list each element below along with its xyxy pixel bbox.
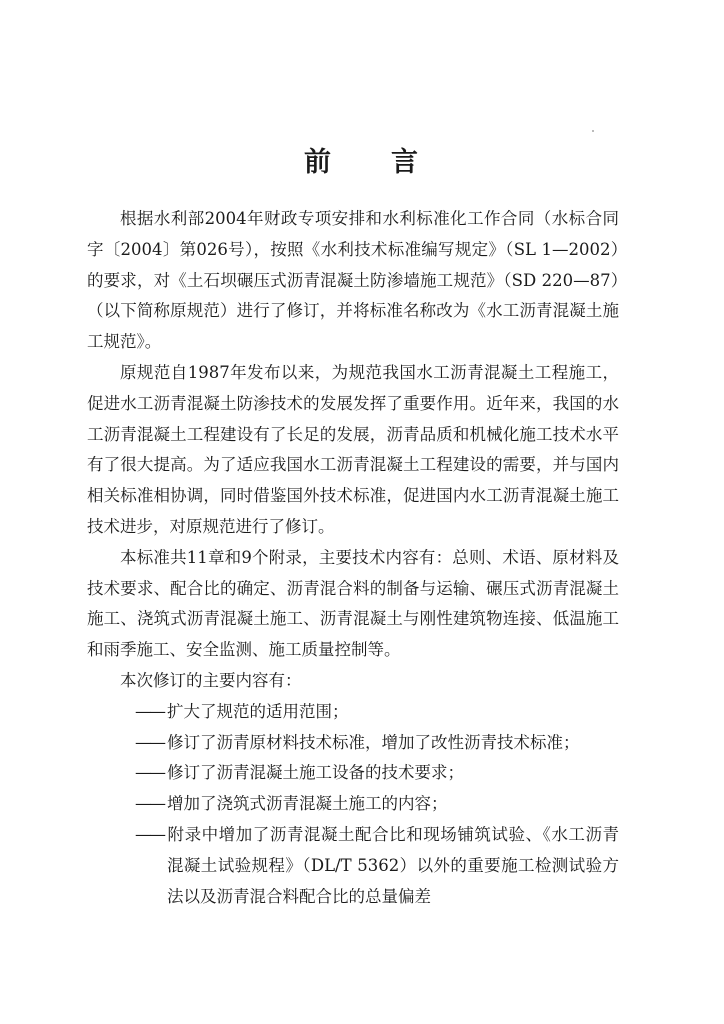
list-item-text: 修订了沥青混凝土施工设备的技术要求； <box>167 763 464 783</box>
paragraph-1: 根据水利部2004年财政专项安排和水利标准化工作合同（水标合同字〔2004〕第026号），按照《水利技术标准编写规定》（SL 1—2002）的要求，对《土石坝碾压式沥青混凝土防渗墙施工规范》（SD 220—87）（以下简称原规范）进行了修订，并将标准名称改为《水工沥青混凝土施工规范》。 <box>87 209 619 352</box>
list-dash: —— <box>135 824 164 844</box>
changes-intro: 本次修订的主要内容有： <box>120 670 302 690</box>
list-item <box>87 697 619 728</box>
list-item-text: 扩大了规范的适用范围； <box>167 701 349 721</box>
paragraph-3: 本标准共11章和9个附录，主要技术内容有：总则、术语、原材料及技术要求、配合比的确定、沥青混合料的制备与运输、碾压式沥青混凝土施工、浇筑式沥青混凝土施工、沥青混凝土与刚性建筑物连接、低温施工和雨季施工、安全监测、施工质量控制等。 <box>87 547 619 660</box>
list-dash: —— <box>135 763 164 783</box>
list-dash: —— <box>135 794 164 814</box>
title-char-1: 前 <box>304 147 333 178</box>
list-item-text: 增加了浇筑式沥青混凝土施工的内容； <box>167 794 448 814</box>
list-item <box>87 758 619 789</box>
list-item <box>87 728 619 759</box>
changes-list <box>87 697 619 913</box>
list-dash: —— <box>135 701 164 721</box>
foreword-body <box>87 204 619 912</box>
title-char-2: 言 <box>391 147 420 178</box>
page-title <box>0 140 724 179</box>
paragraph-2: 原规范自1987年发布以来，为规范我国水工沥青混凝土工程施工，促进水工沥青混凝土防渗技术的发展发挥了重要作用。近年来，我国的水工沥青混凝土工程建设有了长足的发展，沥青品质和机械化施工技术水平有了很大提高。为了适应我国水工沥青混凝土工程建设的需要，并与国内相关标准相协调，同时借鉴国外技术标准，促进国内水工沥青混凝土施工技术进步，对原规范进行了修订。 <box>87 362 619 536</box>
list-item-text: 修订了沥青原材料技术标准，增加了改性沥青技术标准； <box>167 732 580 752</box>
list-item-text: 附录中增加了沥青混凝土配合比和现场铺筑试验、《水工沥青混凝土试验规程》（DL/T 5362）以外的重要施工检测试验方法以及沥青混合料配合比的总量偏差 <box>167 824 619 906</box>
list-item <box>87 789 619 820</box>
list-dash: —— <box>135 732 164 752</box>
scan-speck <box>592 130 594 132</box>
list-item <box>87 820 619 912</box>
